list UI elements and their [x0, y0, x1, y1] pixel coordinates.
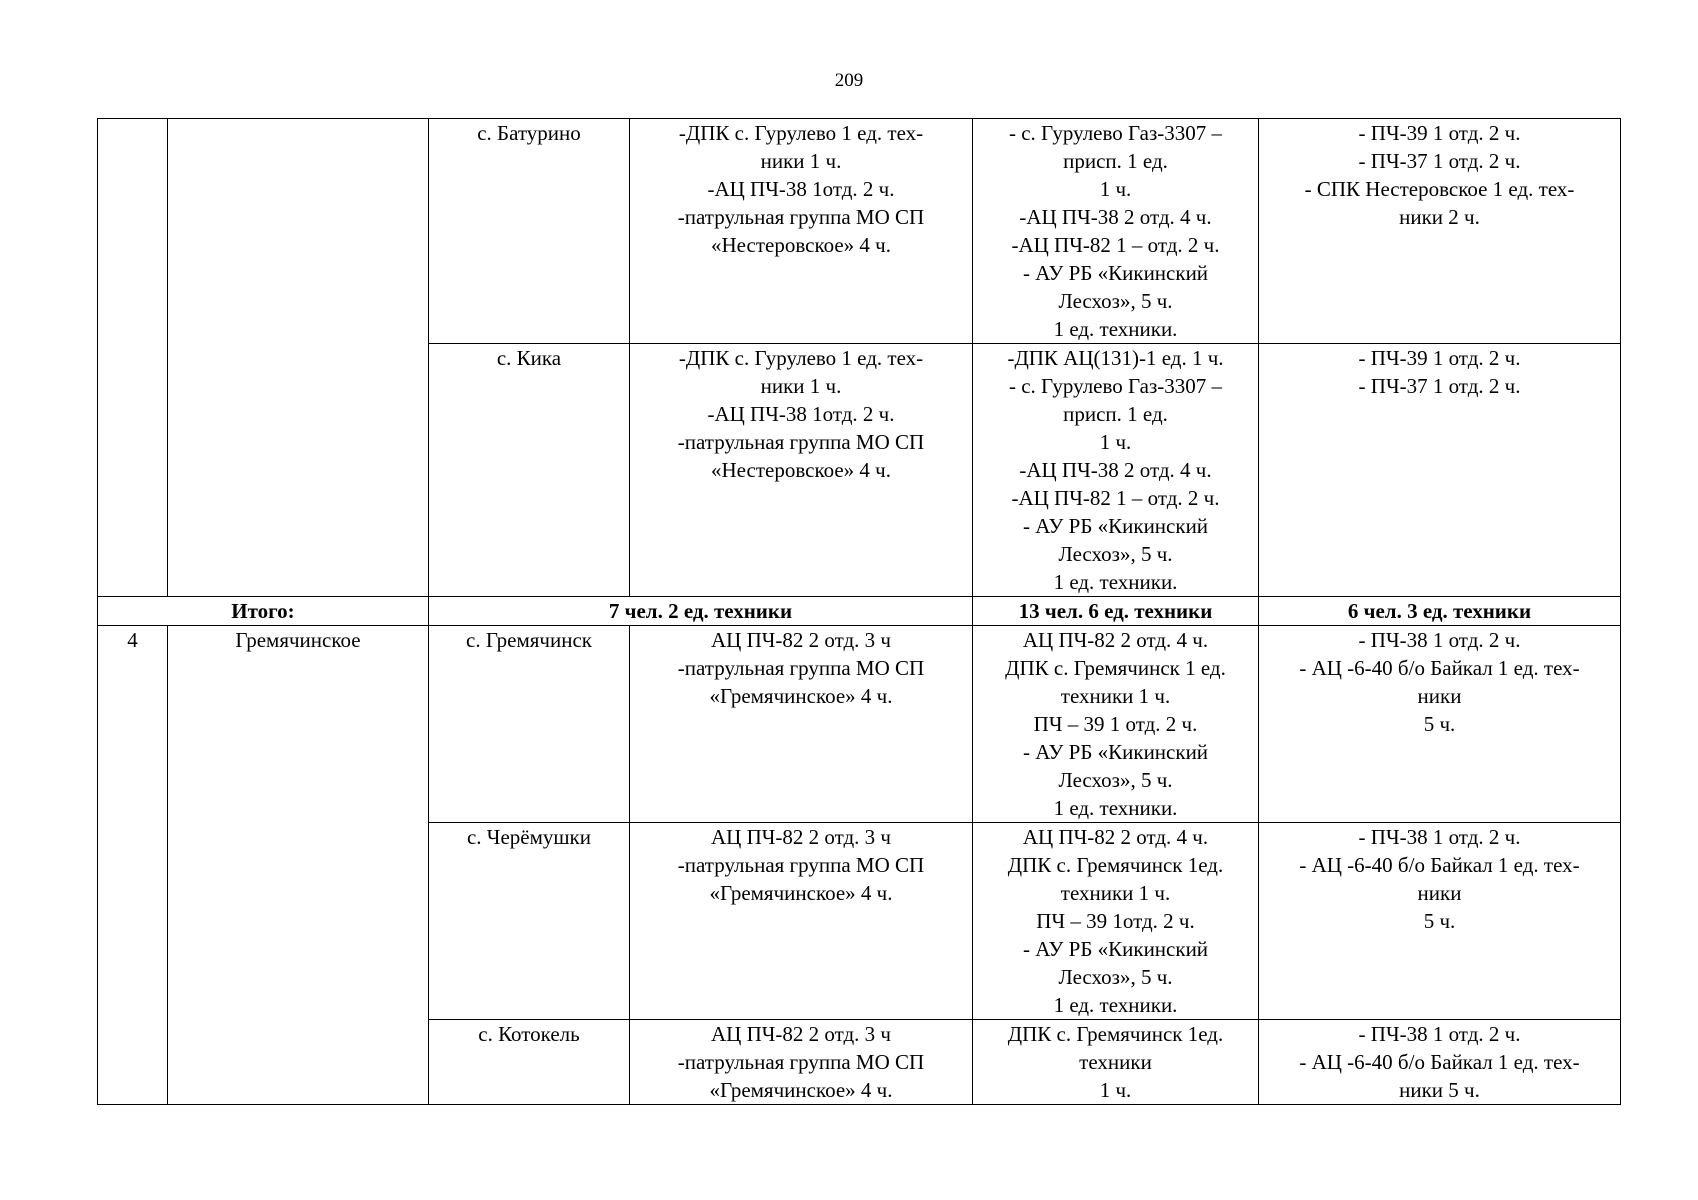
- resource-table: [97, 118, 1621, 1105]
- total-row: [98, 597, 1621, 626]
- village-cell: с. Батурино: [429, 119, 630, 344]
- reserve-forces-cell: - ПЧ-38 1 отд. 2 ч. - АЦ -6-40 б/о Байкал 1 ед. тех- ники 5 ч.: [1259, 1020, 1621, 1105]
- local-forces-cell: -ДПК с. Гурулево 1 ед. тех- ники 1 ч. -АЦ ПЧ-38 1отд. 2 ч. -патрульная группа МО СП «Нестеровское» 4 ч.: [630, 344, 973, 597]
- total-reserve-forces: 6 чел. 3 ед. техники: [1259, 597, 1621, 626]
- table-row: [98, 119, 1621, 344]
- additional-forces-cell: АЦ ПЧ-82 2 отд. 4 ч. ДПК с. Гремячинск 1ед. техники 1 ч. ПЧ – 39 1отд. 2 ч. - АУ РБ «Кикинский Лесхоз», 5 ч. 1 ед. техники.: [973, 823, 1259, 1020]
- local-forces-cell: АЦ ПЧ-82 2 отд. 3 ч -патрульная группа МО СП «Гремячинское» 4 ч.: [630, 1020, 973, 1105]
- total-additional-forces: 13 чел. 6 ед. техники: [973, 597, 1259, 626]
- total-local-forces: 7 чел. 2 ед. техники: [429, 597, 973, 626]
- village-cell: с. Кика: [429, 344, 630, 597]
- additional-forces-cell: -ДПК АЦ(131)-1 ед. 1 ч. - с. Гурулево Газ-3307 – присп. 1 ед. 1 ч. -АЦ ПЧ-38 2 отд. 4 ч. -АЦ ПЧ-82 1 – отд. 2 ч. - АУ РБ «Кикинский Лесхоз», 5 ч. 1 ед. техники.: [973, 344, 1259, 597]
- local-forces-cell: АЦ ПЧ-82 2 отд. 3 ч -патрульная группа МО СП «Гремячинское» 4 ч.: [630, 626, 973, 823]
- page-number: 209: [834, 70, 864, 91]
- village-cell: с. Гремячинск: [429, 626, 630, 823]
- additional-forces-cell: ДПК с. Гремячинск 1ед. техники 1 ч.: [973, 1020, 1259, 1105]
- local-forces-cell: АЦ ПЧ-82 2 отд. 3 ч -патрульная группа МО СП «Гремячинское» 4 ч.: [630, 823, 973, 1020]
- settlement-cell: Гремячинское: [168, 626, 429, 1105]
- table-row: [98, 626, 1621, 823]
- reserve-forces-cell: - ПЧ-39 1 отд. 2 ч. - ПЧ-37 1 отд. 2 ч.: [1259, 344, 1621, 597]
- reserve-forces-cell: - ПЧ-38 1 отд. 2 ч. - АЦ -6-40 б/о Байкал 1 ед. тех- ники 5 ч.: [1259, 626, 1621, 823]
- additional-forces-cell: - с. Гурулево Газ-3307 – присп. 1 ед. 1 ч. -АЦ ПЧ-38 2 отд. 4 ч. -АЦ ПЧ-82 1 – отд. 2 ч. - АУ РБ «Кикинский Лесхоз», 5 ч. 1 ед. техники.: [973, 119, 1259, 344]
- reserve-forces-cell: - ПЧ-38 1 отд. 2 ч. - АЦ -6-40 б/о Байкал 1 ед. тех- ники 5 ч.: [1259, 823, 1621, 1020]
- village-cell: с. Котокель: [429, 1020, 630, 1105]
- row-number-cell: 4: [98, 626, 168, 1105]
- additional-forces-cell: АЦ ПЧ-82 2 отд. 4 ч. ДПК с. Гремячинск 1 ед. техники 1 ч. ПЧ – 39 1 отд. 2 ч. - АУ РБ «Кикинский Лесхоз», 5 ч. 1 ед. техники.: [973, 626, 1259, 823]
- total-label: Итого:: [98, 597, 429, 626]
- village-cell: с. Черёмушки: [429, 823, 630, 1020]
- local-forces-cell: -ДПК с. Гурулево 1 ед. тех- ники 1 ч. -АЦ ПЧ-38 1отд. 2 ч. -патрульная группа МО СП «Нестеровское» 4 ч.: [630, 119, 973, 344]
- settlement-cell: [168, 119, 429, 597]
- row-number-cell: [98, 119, 168, 597]
- reserve-forces-cell: - ПЧ-39 1 отд. 2 ч. - ПЧ-37 1 отд. 2 ч. - СПК Нестеровское 1 ед. тех- ники 2 ч.: [1259, 119, 1621, 344]
